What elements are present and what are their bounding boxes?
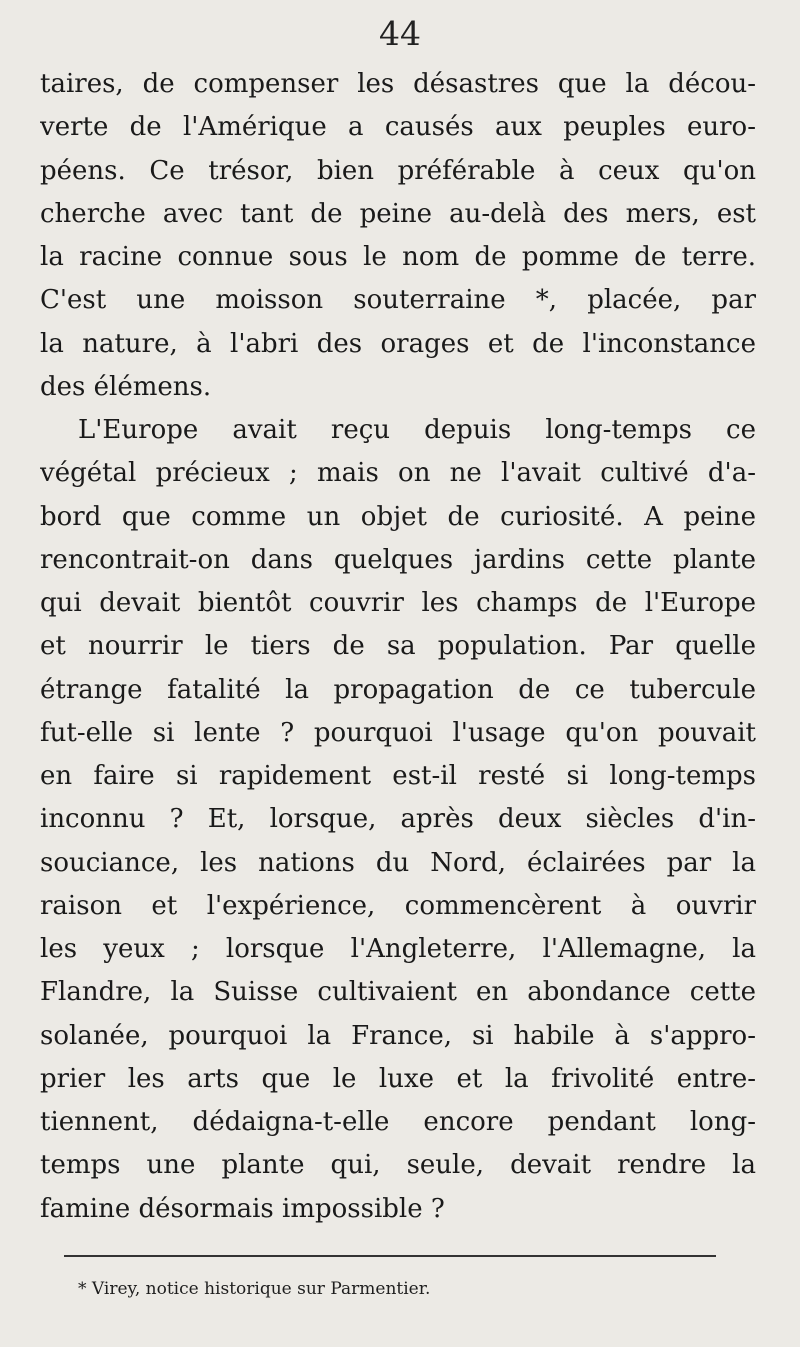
text-line: bord que comme un objet de curiosité. A peine xyxy=(40,501,756,532)
text-line: C'est une moisson souterraine *, placée, par xyxy=(40,285,756,316)
text-line: L'Europe avait reçu depuis long-temps ce xyxy=(78,415,756,445)
text-line: prier les arts que le luxe et la frivolité entre- xyxy=(40,1063,756,1094)
text-line: des élémens. xyxy=(40,371,212,402)
text-line: et nourrir le tiers de sa population. Par quelle xyxy=(40,631,756,662)
text-line: la nature, à l'abri des orages et de l'inconstance xyxy=(40,328,756,359)
text-line: péens. Ce trésor, bien préférable à ceux qu'on xyxy=(40,155,756,186)
text-line: rencontrait-on dans quelques jardins cette plante xyxy=(40,544,756,575)
text-line: végétal précieux ; mais on ne l'avait cultivé d'a- xyxy=(40,458,756,489)
text-line: raison et l'expérience, commencèrent à ouvrir xyxy=(40,890,756,921)
text-line: les yeux ; lorsque l'Angleterre, l'Allemagne, la xyxy=(40,934,756,964)
text-line: en faire si rapidement est-il resté si long-temps xyxy=(40,761,756,791)
text-line: verte de l'Amérique a causés aux peuples euro- xyxy=(40,112,756,143)
text-line: fut-elle si lente ? pourquoi l'usage qu'on pouvait xyxy=(40,717,756,748)
paragraph-2 xyxy=(40,409,756,1231)
footnote: * Virey, notice historique sur Parmentier. xyxy=(78,1279,431,1299)
text-line: cherche avec tant de peine au-delà des mers, est xyxy=(40,198,756,229)
text-line: souciance, les nations du Nord, éclairées par la xyxy=(40,847,756,878)
text-line: qui devait bientôt couvrir les champs de l'Europe xyxy=(40,588,756,618)
text-line: tiennent, dédaigna-t-elle encore pendant long- xyxy=(40,1107,756,1137)
text-line: étrange fatalité la propagation de ce tubercule xyxy=(40,674,756,705)
paragraph-1 xyxy=(40,63,756,409)
text-line: la racine connue sous le nom de pomme de terre. xyxy=(40,242,756,272)
footnote-rule xyxy=(64,1255,716,1257)
text-line: famine désormais impossible ? xyxy=(40,1193,445,1224)
text-line: taires, de compenser les désastres que la décou- xyxy=(40,69,756,99)
text-line: Flandre, la Suisse cultivaient en abondance cette xyxy=(40,977,756,1008)
body-text xyxy=(40,63,756,1231)
text-line: solanée, pourquoi la France, si habile à s'appro- xyxy=(40,1020,756,1051)
text-line: inconnu ? Et, lorsque, après deux siècles d'in- xyxy=(40,804,756,835)
text-line: temps une plante qui, seule, devait rendre la xyxy=(40,1150,756,1181)
page-number: 44 xyxy=(379,14,421,53)
